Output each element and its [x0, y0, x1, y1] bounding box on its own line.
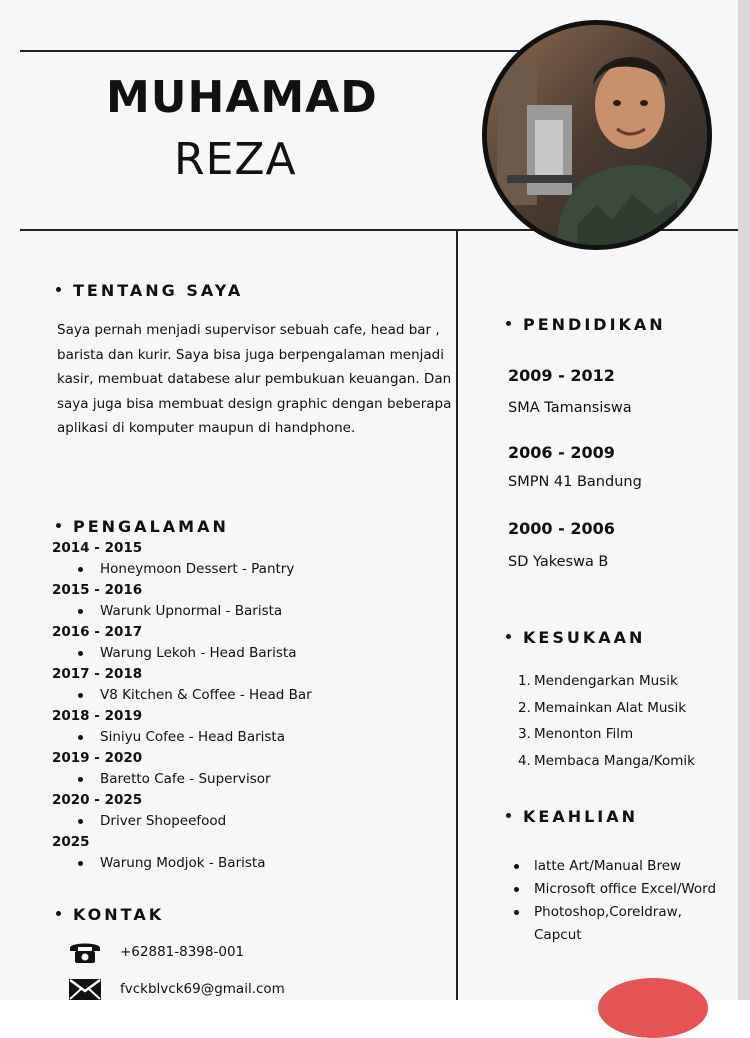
experience-job	[52, 809, 432, 833]
bullet-dot	[506, 813, 511, 818]
bullet-dot	[56, 523, 61, 528]
skill-item: Microsoft office Excel/Word	[512, 878, 732, 901]
list-item	[518, 668, 695, 695]
education-title-text: PENDIDIKAN	[523, 315, 666, 334]
hobby-label: Menonton Film	[534, 726, 634, 742]
about-title-text: TENTANG SAYA	[73, 281, 244, 300]
phone-icon	[68, 939, 102, 965]
experience-title	[56, 517, 229, 536]
experience-job-text: Siniyu Cofee - Head Barista	[100, 729, 285, 745]
contact-phone[interactable]: +62881-8398-001	[120, 944, 245, 960]
experience-job-text: Warung Lekoh - Head Barista	[100, 645, 297, 661]
top-rule	[20, 50, 540, 52]
experience-period: 2019 - 2020	[52, 750, 143, 766]
experience-job	[52, 767, 432, 791]
last-name: REZA	[174, 134, 297, 185]
experience-period: 2025	[52, 834, 90, 850]
hobbies-list	[518, 668, 695, 774]
profile-photo-image	[487, 25, 707, 245]
envelope-icon	[68, 976, 102, 1002]
skills-title	[506, 807, 638, 826]
experience-job-text: Warung Modjok - Barista	[100, 855, 266, 871]
experience-period: 2020 - 2025	[52, 792, 143, 808]
hobbies-title	[506, 628, 645, 647]
bullet-dot	[56, 911, 61, 916]
education-period: 2009 - 2012	[508, 366, 615, 385]
profile-photo	[482, 20, 712, 250]
skill-item: latte Art/Manual Brew	[512, 855, 732, 878]
decorative-red-shape	[598, 978, 708, 1038]
list-number: 2.	[518, 699, 531, 716]
skills-title-text: KEAHLIAN	[523, 807, 639, 826]
experience-list	[52, 539, 432, 875]
list-item	[518, 695, 695, 722]
contact-title	[56, 905, 164, 924]
education-period: 2000 - 2006	[508, 519, 615, 538]
contact-email[interactable]: fvckblvck69@gmail.com	[120, 981, 285, 997]
experience-period: 2015 - 2016	[52, 582, 143, 598]
hobby-label: Memainkan Alat Musik	[534, 699, 687, 716]
list-number: 1.	[518, 673, 531, 689]
experience-job-text: Driver Shopeefood	[100, 813, 227, 829]
skill-item: Photoshop,Coreldraw, Capcut	[512, 901, 732, 947]
experience-job	[52, 725, 432, 749]
education-school: SD Yakeswa B	[508, 554, 609, 570]
experience-job-text: V8 Kitchen & Coffee - Head Bar	[100, 687, 312, 703]
list-item	[518, 748, 695, 775]
education-title	[506, 315, 666, 334]
education-school: SMA Tamansiswa	[508, 400, 632, 416]
page-edge	[738, 0, 750, 1000]
experience-job	[52, 683, 432, 707]
experience-job-text: Baretto Cafe - Supervisor	[100, 771, 271, 787]
contact-title-text: KONTAK	[73, 905, 165, 924]
bullet-dot	[506, 634, 511, 639]
contact-phone-row	[68, 937, 244, 967]
hobby-label: Membaca Manga/Komik	[534, 752, 695, 769]
bullet-dot	[506, 321, 511, 326]
hobby-label: Mendengarkan Musik	[534, 673, 678, 689]
education-school: SMPN 41 Bandung	[508, 474, 642, 490]
experience-title-text: PENGALAMAN	[73, 517, 229, 536]
list-item	[518, 721, 695, 748]
list-number: 3.	[518, 726, 531, 742]
experience-job	[52, 851, 432, 875]
experience-period: 2017 - 2018	[52, 666, 143, 682]
experience-period: 2016 - 2017	[52, 624, 143, 640]
experience-period: 2018 - 2019	[52, 708, 143, 724]
about-text: Saya pernah menjadi supervisor sebuah cafe, head bar , barista dan kurir. Saya bisa juga berpengalaman menjadi kasir, membuat databese alur pembukuan keuangan. Dan saya juga bisa membuat design graphic dengan beberapa aplikasi di komputer maupun di handphone.	[57, 322, 452, 436]
experience-period: 2014 - 2015	[52, 540, 143, 556]
experience-job	[52, 557, 432, 581]
hobbies-title-text: KESUKAAN	[523, 628, 646, 647]
experience-job	[52, 641, 432, 665]
list-number: 4.	[518, 752, 531, 769]
skills-list	[512, 855, 732, 947]
education-period: 2006 - 2009	[508, 443, 615, 462]
experience-job-text: Warunk Upnormal - Barista	[100, 603, 283, 619]
first-name: MUHAMAD	[106, 72, 378, 123]
about-title	[56, 281, 243, 300]
experience-job	[52, 599, 432, 623]
bullet-dot	[56, 287, 61, 292]
experience-job-text: Honeymoon Dessert - Pantry	[100, 561, 295, 577]
